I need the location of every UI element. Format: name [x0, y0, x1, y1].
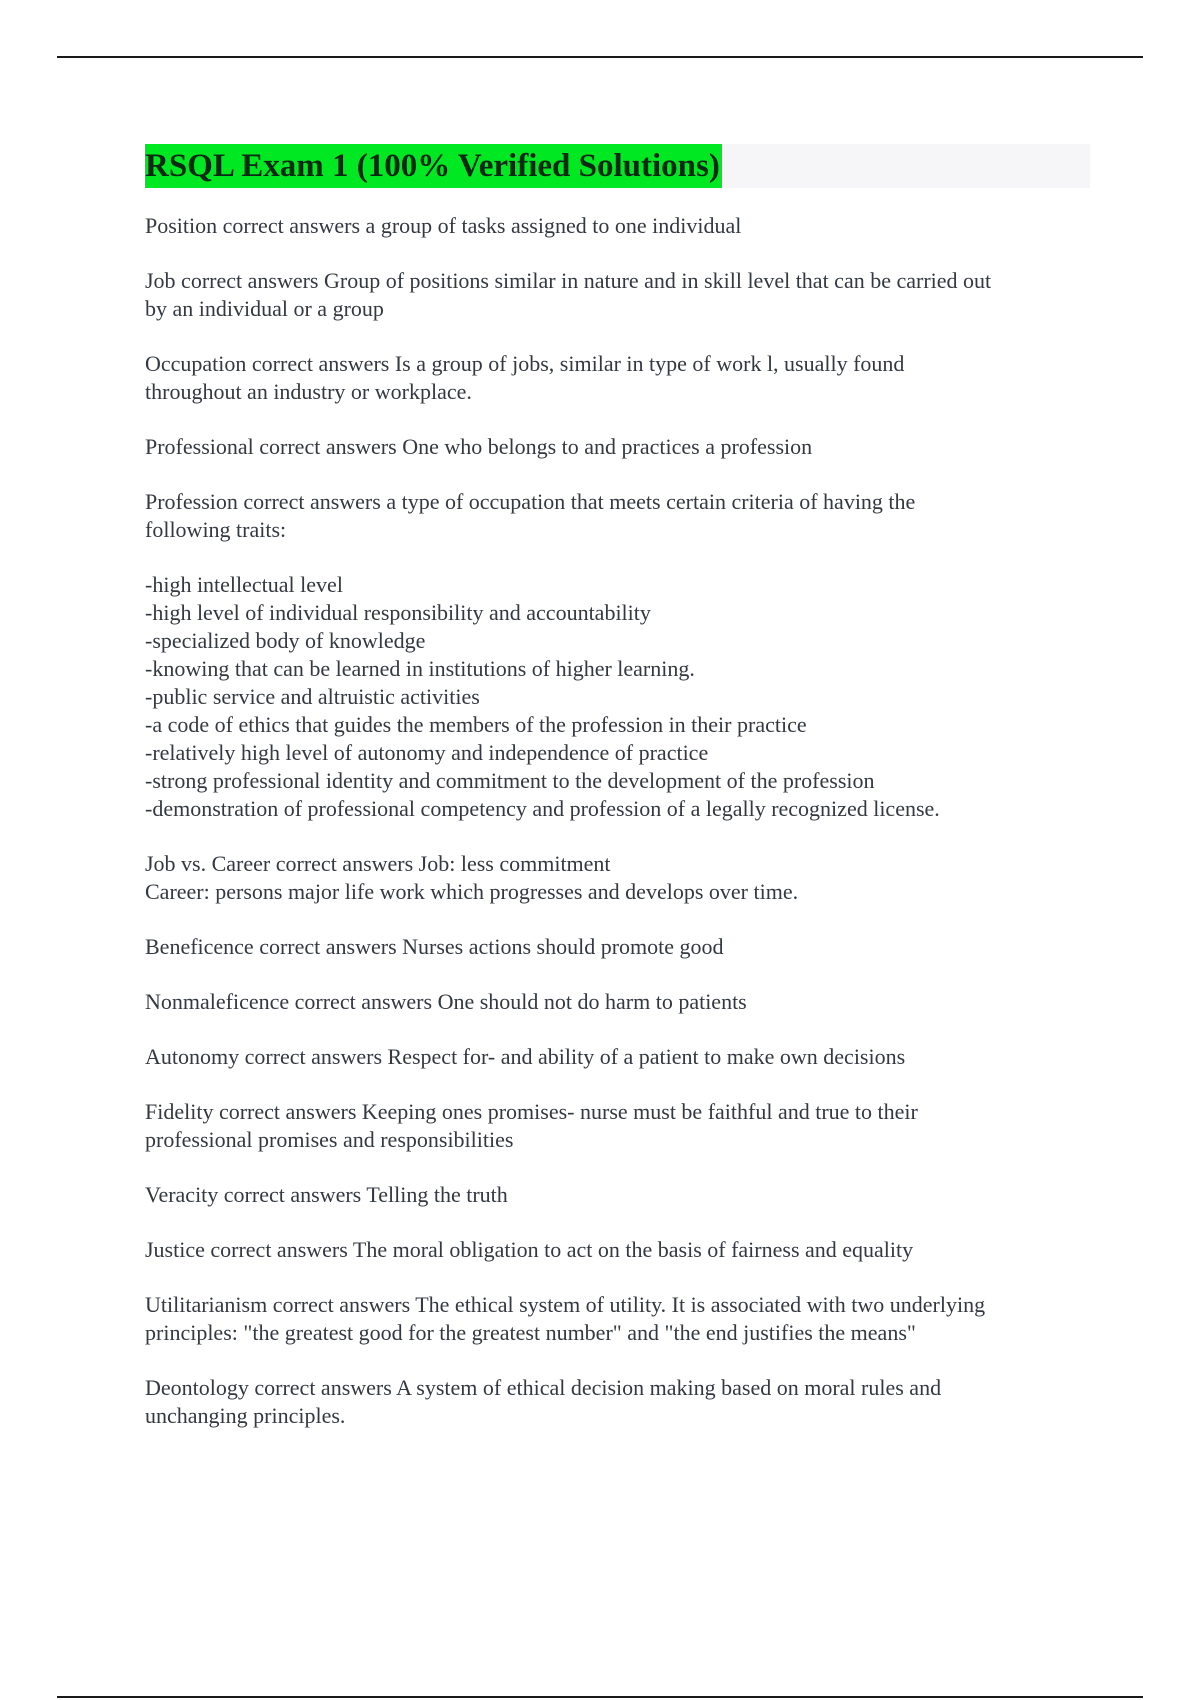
- entry-line: professional promises and responsibilities: [145, 1127, 514, 1152]
- entry-line: Career: persons major life work which progresses and develops over time.: [145, 879, 799, 904]
- entry-line: Job vs. Career correct answers Job: less commitment: [145, 851, 611, 876]
- entry-line: by an individual or a group: [145, 296, 384, 321]
- entry-line: Beneficence correct answers Nurses actions should promote good: [145, 934, 724, 959]
- qa-entry-nonmaleficence: [145, 988, 1090, 1016]
- profession-traits-list: [145, 571, 1090, 823]
- entry-line: Justice correct answers The moral obligation to act on the basis of fairness and equality: [145, 1237, 914, 1262]
- entry-line: Deontology correct answers A system of ethical decision making based on moral rules and: [145, 1375, 942, 1400]
- trait-item: -specialized body of knowledge: [145, 628, 426, 653]
- qa-entry-deontology: [145, 1374, 1090, 1430]
- entry-line: Utilitarianism correct answers The ethical system of utility. It is associated with two underlying: [145, 1292, 986, 1317]
- entry-line: unchanging principles.: [145, 1403, 346, 1428]
- entry-line: throughout an industry or workplace.: [145, 379, 472, 404]
- trait-item: -relatively high level of autonomy and independence of practice: [145, 740, 709, 765]
- entry-line: Fidelity correct answers Keeping ones promises- nurse must be faithful and true to their: [145, 1099, 918, 1124]
- entry-line: principles: "the greatest good for the greatest number" and "the end justifies the means": [145, 1320, 916, 1345]
- qa-entry-justice: [145, 1236, 1090, 1264]
- bottom-divider: [57, 1696, 1143, 1698]
- title-band: [145, 144, 1090, 188]
- trait-item: -high intellectual level: [145, 572, 343, 597]
- trait-item: -public service and altruistic activities: [145, 684, 480, 709]
- trait-item: -demonstration of professional competency and profession of a legally recognized license.: [145, 796, 940, 821]
- trait-item: -high level of individual responsibility and accountability: [145, 600, 651, 625]
- top-divider: [57, 56, 1143, 58]
- entry-line: Professional correct answers One who belongs to and practices a profession: [145, 434, 813, 459]
- qa-entry-position: [145, 212, 1090, 240]
- entry-line: following traits:: [145, 517, 287, 542]
- entry-line: Occupation correct answers Is a group of jobs, similar in type of work l, usually found: [145, 351, 905, 376]
- entry-line: Veracity correct answers Telling the truth: [145, 1182, 508, 1207]
- qa-entry-job-vs-career: [145, 850, 1090, 906]
- entry-line: Nonmaleficence correct answers One should not do harm to patients: [145, 989, 747, 1014]
- qa-entry-job: [145, 267, 1090, 323]
- document-title: RSQL Exam 1 (100% Verified Solutions): [145, 144, 722, 188]
- trait-item: -a code of ethics that guides the members of the profession in their practice: [145, 712, 807, 737]
- trait-item: -knowing that can be learned in institutions of higher learning.: [145, 656, 695, 681]
- entry-line: Autonomy correct answers Respect for- and ability of a patient to make own decisions: [145, 1044, 906, 1069]
- qa-entry-profession: [145, 488, 1090, 544]
- qa-entry-veracity: [145, 1181, 1090, 1209]
- qa-entry-autonomy: [145, 1043, 1090, 1071]
- qa-entry-fidelity: [145, 1098, 1090, 1154]
- entry-line: Position correct answers a group of tasks assigned to one individual: [145, 213, 742, 238]
- trait-item: -strong professional identity and commitment to the development of the profession: [145, 768, 875, 793]
- qa-entry-professional: [145, 433, 1090, 461]
- qa-entry-utilitarianism: [145, 1291, 1090, 1347]
- document-body: [145, 144, 1090, 1457]
- qa-entry-beneficence: [145, 933, 1090, 961]
- entry-line: Job correct answers Group of positions similar in nature and in skill level that can be carried out: [145, 268, 992, 293]
- entry-line: Profession correct answers a type of occupation that meets certain criteria of having the: [145, 489, 916, 514]
- qa-entry-occupation: [145, 350, 1090, 406]
